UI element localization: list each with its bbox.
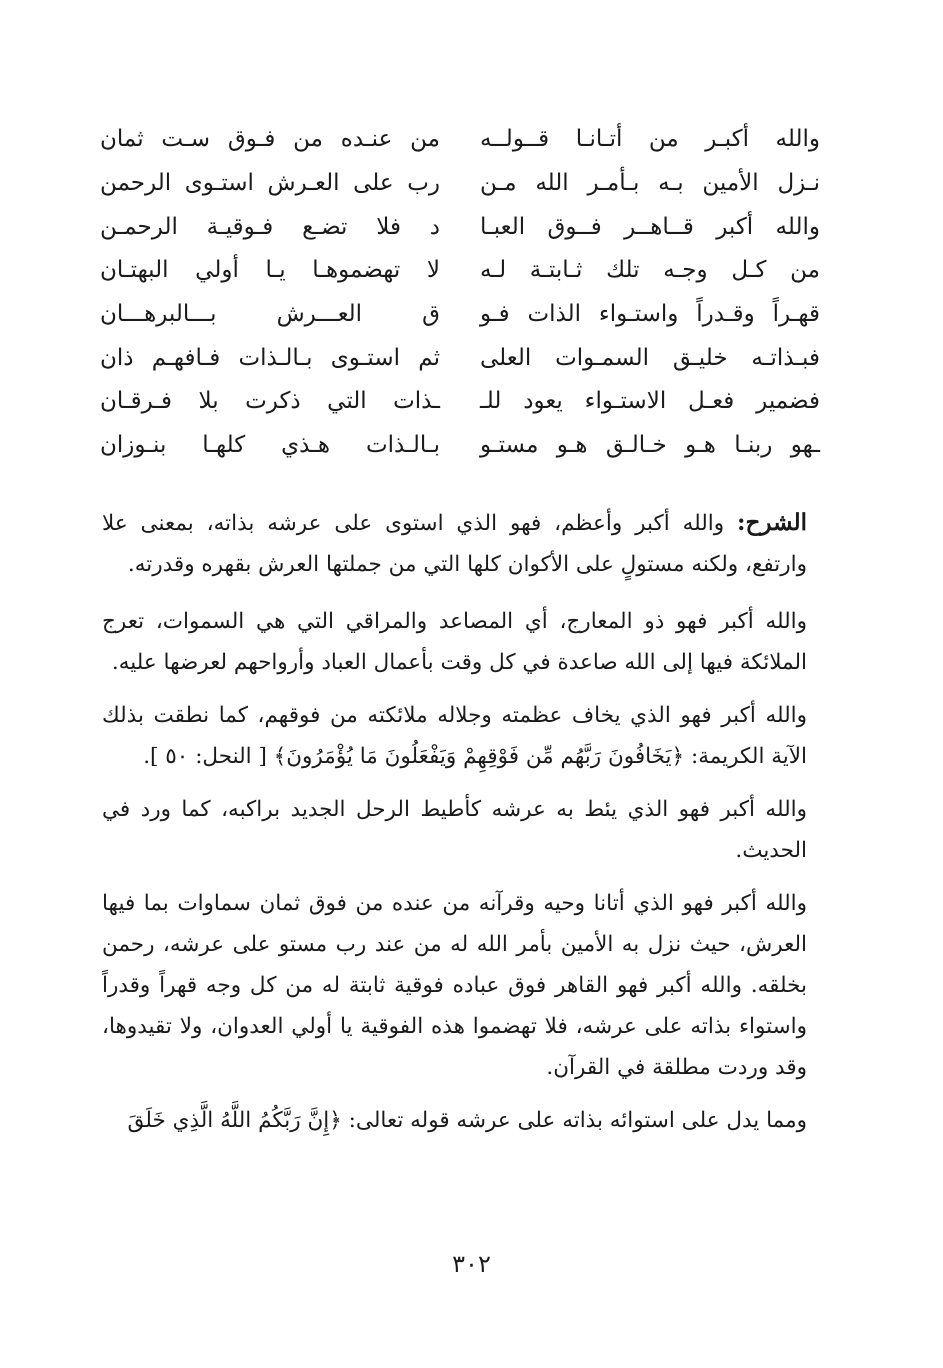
poem-verse [100,424,820,468]
poem-hemistich-second: رب على العـرش استـوى الرحمن [100,170,440,197]
commentary-paragraph: والله أكبر فهو ذو المعارج، أي المصاعد والمراقي التي هي السموات، تعرج الملائكة فيها إلى الله صاعدة في كل وقت بأعمال العباد وأرواحهم لعرضها عليه. [102,609,807,675]
poem [100,118,820,468]
poem-hemistich-second: ثم استـوى بـالـذات فـافهـم ذان [100,344,440,371]
poem-hemistich-second: من عنـده من فـوق سـت ثمان [100,126,440,153]
poem-verse [100,249,820,293]
poem-verse [100,205,820,249]
poem-verse [100,118,820,162]
poem-hemistich-first: قهـراً وقـدراً واستـواء الذات فـو [480,301,820,328]
poem-hemistich-first: ـهو ربنـا هـو خـالـق هـو مستـو [480,432,820,459]
poem-hemistich-first: والله أكبر قــاهــر فــوق العبـا [480,213,820,240]
poem-verse [100,293,820,337]
commentary-label: الشرح: [737,509,807,536]
commentary-paragraph [102,502,807,585]
poem-hemistich-second: لا تهضموهـا يـا أولي البهتـان [100,257,440,284]
commentary-paragraph: والله أكبر فهو الذي يخاف عظمته وجلاله ملائكته من فوقهم، كما نطقت بذلك الآية الكريمة: ﴿يَخَافُونَ رَبَّهُم مِّن فَوْقِهِمْ وَيَفْعَلُونَ مَا يُؤْمَرُونَ﴾ [ النحل: ٥٠ ]. [102,703,807,769]
poem-verse [100,380,820,424]
poem-verse [100,162,820,206]
poem-verse [100,336,820,380]
poem-hemistich-second: ق العـــرش بـــالبرهـــان [100,301,440,328]
poem-hemistich-second: د فلا تضـع فـوقيـة الرحمـن [100,213,440,240]
commentary-paragraph: والله أكبر فهو الذي يئط به عرشه كأطيط الرحل الجديد براكبه، كما ورد في الحديث. [102,797,807,863]
poem-hemistich-first: نـزل الأمين بـه بـأمـر الله مـن [480,170,820,197]
commentary-text: والله أكبر وأعظم، فهو الذي استوى على عرشه بذاته، بمعنى علا وارتفع، ولكنه مستولٍ على الأكوان كلها التي من جملتها العرش بقهره وقدرته. [102,511,807,577]
poem-hemistich-first: فبـذاتـه خليـق السمـوات العلى [480,344,820,371]
poem-hemistich-second: بـالـذات هـذي كلهـا بنـوزان [100,432,440,459]
poem-hemistich-first: فضمير فعـل الاستـواء يعود للـ [480,388,820,415]
commentary [102,502,807,1153]
poem-hemistich-first: من كـل وجـه تلك ثـابتـة لـه [480,257,820,284]
poem-hemistich-second: ـذات التي ذكرت بلا فـرقـان [100,388,440,415]
poem-hemistich-first: والله أكبـر من أتـانـا قــولــه [480,126,820,153]
commentary-paragraph: والله أكبر فهو الذي أتانا وحيه وقرآنه من عنده من فوق ثمان سماوات بما فيها العرش، حيث نزل به الأمين بأمر الله له من عند رب مستو على عرشه، رحمن بخلقه. والله أكبر فهو القاهر فوق عباده فوقية ثابتة له من كل وجه قهراً وقدراً واستواء بذاته على عرشه، فلا تهضموا هذه الفوقية يا أولي العدوان، ولا تقيدوها، وقد وردت مطلقة في القرآن. [102,891,807,1080]
page-number: ٣٠٢ [452,1250,491,1278]
commentary-paragraph: ومما يدل على استوائه بذاته على عرشه قوله تعالى: ﴿إِنَّ رَبَّكُمُ اللَّهُ الَّذِي خَلَقَ [127,1108,807,1133]
